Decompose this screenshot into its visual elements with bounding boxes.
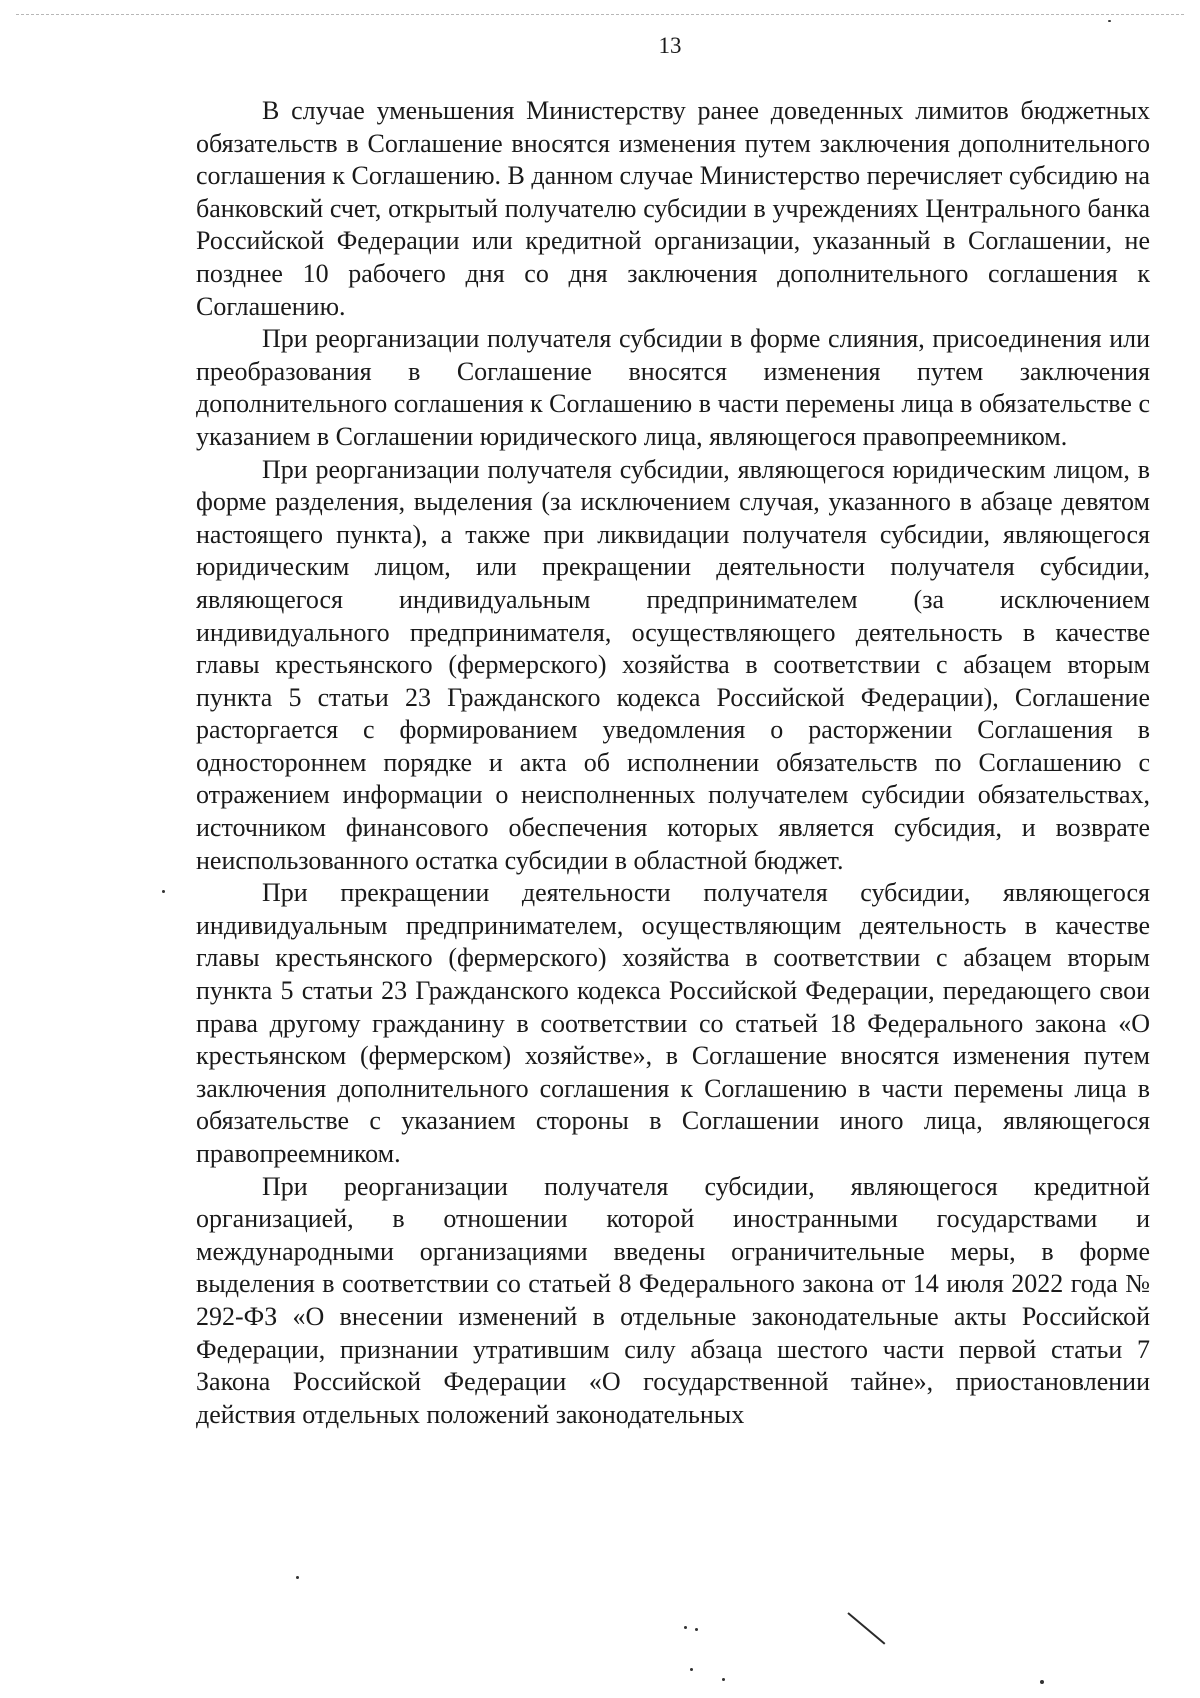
paragraph-farm-head-termination: При прекращении деятельности получателя субсидии, являющегося индивидуальным предпринимателем, осуществляющим деятельность в качестве главы крестьянского (фермерского) хозяйства в соответствии с абзацем вторым пункта 5 статьи 23 Гражданского кодекса Российской Федерации, передающего свои права другому гражданину в соответствии со статьей 18 Федерального закона «О крестьянском (фермерском) хозяйстве», в Соглашение вносятся изменения путем заключения дополнительного соглашения к Соглашению в части перемены лица в обязательстве с указанием стороны в Соглашении иного лица, являющегося правопреемником. xyxy=(196,878,1150,1168)
paragraph-division-liquidation: При реорганизации получателя субсидии, являющегося юридическим лицом, в форме разделения, выделения (за исключением случая, указанного в абзаце девятом настоящего пункта), а также при ликвидации получателя субсидии, являющегося юридическим лицом, или прекращении деятельности получателя субсидии, являющегося индивидуальным предпринимателем (за исключением индивидуального предпринимателя, осуществляющего деятельность в качестве главы крестьянского (фермерского) хозяйства в соответствии с абзацем вторым пункта 5 статьи 23 Гражданского кодекса Российской Федерации), Соглашение расторгается с формированием уведомления о расторжении Соглашения в одностороннем порядке и акта об исполнении обязательств по Соглашению с отражением информации о неисполненных получателем субсидии обязательствах, источником финансового обеспечения которых является субсидия, и возврате неиспользованного остатка субсидии в областной бюджет. xyxy=(196,454,1150,875)
page-number: 13 xyxy=(658,33,682,58)
scan-speck xyxy=(695,1628,698,1631)
scan-speck xyxy=(722,1678,725,1681)
paragraph-credit-organization: При реорганизации получателя субсидии, являющегося кредитной организацией, в отношении которой иностранными государствами и международными организациями введены ограничительные меры, в форме выделения в соответствии со статьей 8 Федерального закона от 14 июля 2022 года № 292-ФЗ «О внесении изменений в отдельные законодательные акты Российской Федерации, признании утратившим силу абзаца шестого части первой статьи 7 Закона Российской Федерации «О государственной тайне», приостановлении действия отдельных положений законодательных xyxy=(196,1171,1150,1429)
paragraph-budget-limits: В случае уменьшения Министерству ранее доведенных лимитов бюджетных обязательств в Соглашение вносятся изменения путем заключения дополнительного соглашения к Соглашению. В данном случае Министерство перечисляет субсидию на банковский счет, открытый получателю субсидии в учреждениях Центрального банка Российской Федерации или кредитной организации, указанный в Соглашении, не позднее 10 рабочего дня со дня заключения дополнительного соглашения к Соглашению. xyxy=(196,96,1150,321)
scan-speck xyxy=(1108,20,1111,22)
scan-speck xyxy=(1040,1680,1044,1684)
scan-edge-line xyxy=(16,14,1184,15)
document-body xyxy=(196,95,1150,1431)
paragraph-merger-reorganization: При реорганизации получателя субсидии в форме слияния, присоединения или преобразования в Соглашение вносятся изменения путем заключения дополнительного соглашения к Соглашению в части перемены лица в обязательстве с указанием в Соглашении юридического лица, являющегося правопреемником. xyxy=(196,324,1150,451)
scan-speck xyxy=(690,1668,693,1671)
scan-speck xyxy=(296,1576,299,1579)
scan-speck xyxy=(684,1626,687,1629)
scan-pen-mark xyxy=(847,1612,885,1644)
page-number-container xyxy=(0,32,1200,60)
scan-speck xyxy=(162,890,165,893)
